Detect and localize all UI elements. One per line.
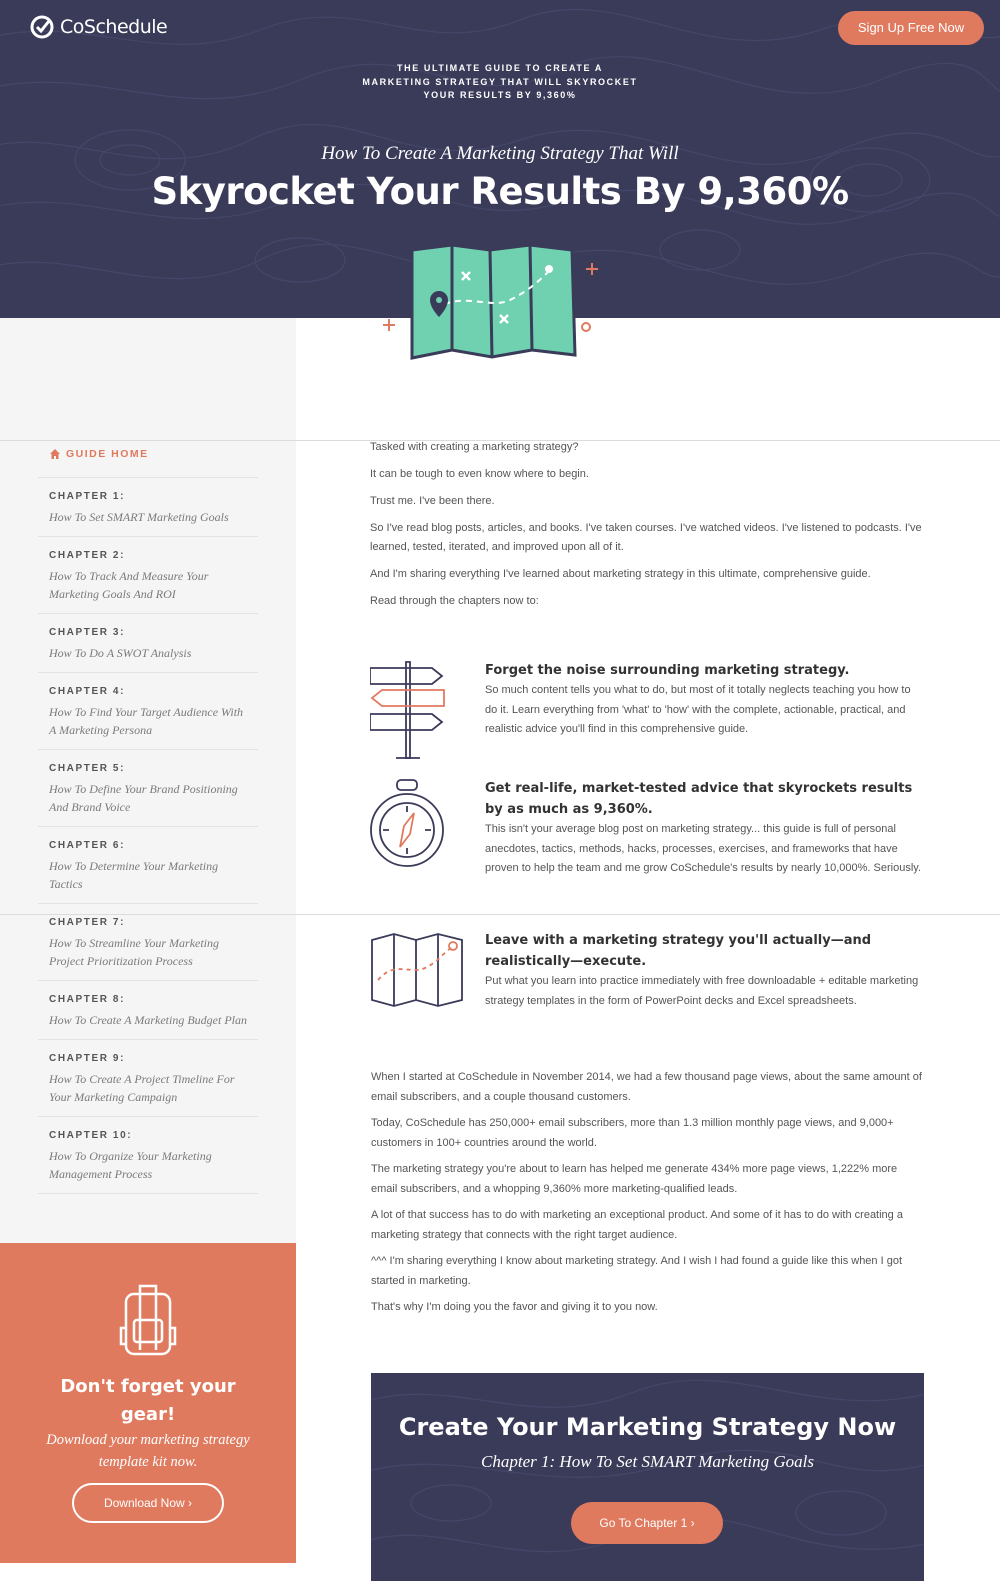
gear-subtitle: Download your marketing strategy template kit now. — [46, 1432, 250, 1470]
story-paragraph: That's why I'm doing you the favor and giving it to you now. — [371, 1301, 658, 1313]
cta-panel — [371, 1373, 924, 1581]
chapter-link-9[interactable] — [38, 1039, 258, 1116]
chapter-link-6[interactable] — [38, 826, 258, 903]
story-paragraph: Today, CoSchedule has 250,000+ email subscribers, more than 1.3 million monthly page views, and 9,000+ customers in 100+ countries around the world. — [371, 1117, 894, 1149]
intro-paragraph: And I'm sharing everything I've learned about marketing strategy in this ultimate, comprehensive guide. — [370, 568, 871, 580]
kicker-line: MARKETING STRATEGY THAT WILL SKYROCKET — [362, 76, 638, 87]
chapter-link-1[interactable] — [38, 477, 258, 536]
chapter-nav — [38, 477, 258, 1194]
go-to-chapter-button[interactable]: Go To Chapter 1 › — [571, 1502, 723, 1544]
chapter-number: CHAPTER 6: — [49, 840, 126, 851]
story-paragraph: A lot of that success has to do with marketing an exceptional product. And some of it has to do with creating a marketing strategy that connects with the right target audience. — [371, 1209, 903, 1241]
hero-kicker — [360, 62, 640, 103]
compass-icon — [370, 778, 445, 878]
chapter-number: CHAPTER 10: — [49, 1130, 133, 1141]
kicker-line: THE ULTIMATE GUIDE TO CREATE A — [397, 63, 603, 73]
intro-paragraph: It can be tough to even know where to begin. — [370, 468, 589, 480]
signpost-icon — [370, 660, 445, 760]
chapter-link-4[interactable] — [38, 672, 258, 749]
chapter-number: CHAPTER 9: — [49, 1053, 126, 1064]
chapter-number: CHAPTER 1: — [49, 491, 126, 502]
intro-paragraph: Read through the chapters now to: — [370, 595, 539, 607]
chapter-number: CHAPTER 3: — [49, 627, 126, 638]
chapter-link-5[interactable] — [38, 749, 258, 826]
chapter-title: How To Track And Measure Your Marketing Goals And ROI — [49, 569, 209, 601]
feature-body: This isn't your average blog post on marketing strategy... this guide is full of personal anecdotes, tactics, methods, hacks, processes, exercises, and frameworks that have proven to help the team and me grow CoSchedule's results by nearly 10,000%. Seriously. — [485, 823, 922, 874]
chapter-title: How To Create A Project Timeline For Your Marketing Campaign — [49, 1072, 235, 1104]
feature-title: Get real-life, market-tested advice that skyrockets results by as much as 9,360%. — [485, 781, 913, 817]
intro-paragraph: Tasked with creating a marketing strategy? — [370, 441, 579, 453]
intro-text — [370, 438, 925, 619]
story-paragraph: When I started at CoSchedule in November 2014, we had a few thousand page views, about the same amount of email subscribers, and a couple thousand customers. — [371, 1071, 922, 1103]
chapter-link-8[interactable] — [38, 980, 258, 1039]
chapter-title: How To Define Your Brand Positioning And Brand Voice — [49, 782, 238, 814]
chapter-title: How To Create A Marketing Budget Plan — [49, 1013, 247, 1027]
chapter-number: CHAPTER 7: — [49, 917, 126, 928]
feature-text — [485, 778, 925, 879]
cta-title: Create Your Marketing Strategy Now — [398, 1413, 897, 1441]
chapter-title: How To Set SMART Marketing Goals — [49, 510, 229, 524]
nav-divider — [38, 1193, 258, 1194]
chapter-number: CHAPTER 2: — [49, 550, 126, 561]
logo-text: CoSchedule — [60, 16, 168, 38]
chapter-number: CHAPTER 8: — [49, 994, 126, 1005]
chapter-link-10[interactable] — [38, 1116, 258, 1193]
coschedule-logo[interactable] — [30, 15, 167, 39]
story-paragraph: ^^^ I'm sharing everything I know about marketing strategy. And I wish I had found a guide like this when I got started in marketing. — [371, 1255, 903, 1287]
cta-subtitle: Chapter 1: How To Set SMART Marketing Goals — [481, 1452, 814, 1471]
backpack-icon — [118, 1280, 178, 1360]
download-now-button[interactable]: Download Now › — [72, 1483, 224, 1523]
signup-button[interactable]: Sign Up Free Now — [838, 11, 984, 45]
gear-title: Don't forget your gear! — [60, 1376, 236, 1425]
guide-home-label: GUIDE HOME — [66, 448, 149, 460]
intro-paragraph: Trust me. I've been there. — [370, 495, 495, 507]
map-outline-icon — [370, 930, 465, 1030]
feature-text — [485, 930, 925, 1011]
chapter-title: How To Organize Your Marketing Management Process — [49, 1149, 212, 1181]
story-paragraph: The marketing strategy you're about to learn has helped me generate 434% more page views, 1,222% more email subscribers, and a whopping 9,360% more marketing-qualified leads. — [371, 1163, 898, 1195]
folded-map-icon — [380, 240, 610, 370]
feature-body: So much content tells you what to do, but most of it totally neglects teaching you how to do it. Learn everything from 'what' to 'how' with the complete, actionable, practical, and realistic advice you'll find in this comprehensive guide. — [485, 684, 911, 735]
chapter-number: CHAPTER 5: — [49, 763, 126, 774]
chapter-title: How To Determine Your Marketing Tactics — [49, 859, 219, 891]
chapter-link-7[interactable] — [38, 903, 258, 980]
feature-title: Leave with a marketing strategy you'll actually—and realistically—execute. — [485, 933, 872, 969]
intro-paragraph: So I've read blog posts, articles, and books. I've taken courses. I've watched videos. I've listened to podcasts. I've learned, tested, iterated, and improved upon all of it. — [370, 522, 922, 553]
kicker-line: YOUR RESULTS BY 9,360% — [423, 90, 577, 100]
home-icon — [49, 448, 61, 460]
story-text — [371, 1068, 926, 1325]
hero-subtitle: How To Create A Marketing Strategy That Will — [321, 143, 679, 164]
chapter-number: CHAPTER 4: — [49, 686, 126, 697]
page-title: Skyrocket Your Results By 9,360% — [151, 170, 849, 213]
chapter-link-2[interactable] — [38, 536, 258, 613]
chapter-title: How To Streamline Your Marketing Project Prioritization Process — [49, 936, 220, 968]
logo-check-icon — [30, 15, 54, 39]
guide-home-link[interactable] — [49, 448, 149, 460]
chapter-title: How To Do A SWOT Analysis — [49, 646, 192, 660]
cta-topographic-background — [371, 1373, 924, 1581]
gear-promo — [0, 1243, 296, 1563]
chapter-link-3[interactable] — [38, 613, 258, 672]
feature-body: Put what you learn into practice immediately with free downloadable + editable marketing strategy templates in the form of PowerPoint decks and Excel spreadsheets. — [485, 975, 919, 1007]
feature-text — [485, 660, 925, 740]
chapter-title: How To Find Your Target Audience With A Marketing Persona — [49, 705, 244, 737]
feature-title: Forget the noise surrounding marketing strategy. — [485, 663, 850, 678]
